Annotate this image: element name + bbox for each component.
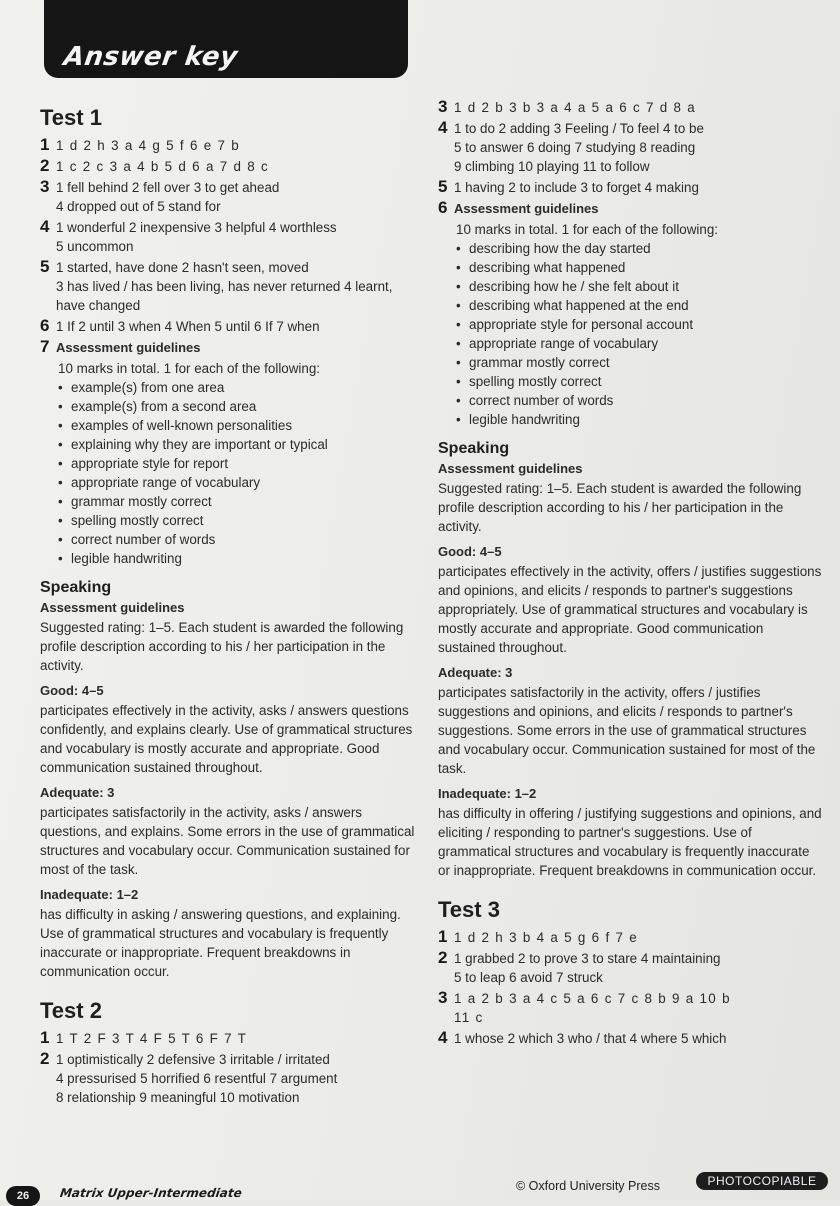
answer-line: 1 wonderful 2 inexpensive 3 helpful 4 worthless xyxy=(56,220,337,235)
level-label: Good: 4–5 xyxy=(438,544,502,559)
question-number: 1 xyxy=(438,927,449,946)
question-number: 7 xyxy=(40,337,50,356)
level-description: participates satisfactorily in the activity, asks / answers questions, and explains. Some errors in the use of grammatical structures and vocabulary occur. Communication sustained for most of the task. xyxy=(40,805,415,877)
answer-line: 1 d 2 b 3 b 3 a 4 a 5 a 6 c 7 d 8 a xyxy=(454,100,697,115)
answer-item xyxy=(438,1029,822,1048)
answer-line: 1 If 2 until 3 when 4 When 5 until 6 If 7 when xyxy=(56,319,320,334)
assessment-intro: 10 marks in total. 1 for each of the following: xyxy=(58,361,321,376)
assessment-criteria-list xyxy=(438,239,822,429)
page-number: 26 xyxy=(6,1186,40,1206)
answer-line: 4 pressurised 5 horrified 6 resentful 7 argument xyxy=(56,1071,338,1086)
speaking-guidelines-heading: Assessment guidelines xyxy=(40,600,185,615)
answer-item xyxy=(438,119,822,176)
test2-answers-left xyxy=(40,1029,420,1107)
criteria-item: • grammar mostly correct xyxy=(58,492,420,511)
test2-title: Test 2 xyxy=(40,998,102,1023)
answer-item xyxy=(40,218,420,256)
criteria-item: • appropriate style for personal account xyxy=(456,315,822,334)
test1-q7 xyxy=(40,338,420,357)
question-number: 3 xyxy=(438,97,449,116)
answer-item xyxy=(438,98,822,117)
answer-item xyxy=(40,157,420,176)
answer-item xyxy=(40,178,420,216)
photocopiable-badge: PHOTOCOPIABLE xyxy=(696,1172,828,1190)
criteria-item: • correct number of words xyxy=(456,391,822,410)
answer-item xyxy=(438,928,822,947)
answer-line: 8 relationship 9 meaningful 10 motivation xyxy=(56,1090,300,1105)
test1-title: Test 1 xyxy=(40,105,102,130)
answer-line: 1 started, have done 2 hasn't seen, moved xyxy=(56,260,309,275)
answer-item xyxy=(40,136,420,155)
answer-line: 3 has lived / has been living, has never returned 4 learnt, have changed xyxy=(56,279,393,313)
answer-line: 1 optimistically 2 defensive 3 irritable / irritated xyxy=(56,1052,330,1067)
question-number: 2 xyxy=(40,1049,50,1068)
assessment-intro: 10 marks in total. 1 for each of the following: xyxy=(456,222,719,237)
criteria-item: • appropriate range of vocabulary xyxy=(456,334,822,353)
criteria-item: • describing how the day started xyxy=(456,239,822,258)
criteria-item: • spelling mostly correct xyxy=(456,372,822,391)
answer-line: 1 whose 2 which 3 who / that 4 where 5 which xyxy=(454,1031,727,1046)
question-number: 1 xyxy=(40,1028,51,1047)
speaking-levels xyxy=(40,681,420,981)
level-description: participates satisfactorily in the activity, offers / justifies suggestions and opinions, and elicits / responds to partner's suggestions. Some errors in the use of grammatical structures and vocabulary occur. Communication sustained for most of the task. xyxy=(438,685,816,776)
answer-item xyxy=(438,989,822,1027)
answer-line: 1 to do 2 adding 3 Feeling / To feel 4 to be xyxy=(454,121,704,136)
page-title: Answer key xyxy=(61,42,240,72)
question-number: 5 xyxy=(438,177,448,196)
question-number: 1 xyxy=(40,135,51,154)
level-description: participates effectively in the activity, offers / justifies suggestions and opinions, and elicits / responds to partner's suggestions appropriately. Use of grammatical structures and vocabulary is mostly accurate and appropriate. Good communication sustained throughout. xyxy=(438,564,822,655)
criteria-item: • describing how he / she felt about it xyxy=(456,277,822,296)
answer-line: 5 to answer 6 doing 7 studying 8 reading xyxy=(454,140,696,155)
test2-q6 xyxy=(438,199,822,218)
criteria-item: • appropriate range of vocabulary xyxy=(58,473,420,492)
speaking-levels xyxy=(438,542,822,880)
answer-line: 1 d 2 h 3 b 4 a 5 g 6 f 7 e xyxy=(454,930,638,945)
criteria-item: • describing what happened xyxy=(456,258,822,277)
question-number: 4 xyxy=(438,118,448,137)
criteria-item: • describing what happened at the end xyxy=(456,296,822,315)
answer-line: 1 a 2 b 3 a 4 c 5 a 6 c 7 c 8 b 9 a 10 b xyxy=(454,991,731,1006)
test2-answers-right xyxy=(438,98,822,197)
answer-item xyxy=(40,258,420,315)
answer-item xyxy=(438,949,822,987)
question-number: 6 xyxy=(40,316,50,335)
speaking-intro: Suggested rating: 1–5. Each student is awarded the following profile description according to his / her participation in the activity. xyxy=(40,620,404,673)
criteria-item: • legible handwriting xyxy=(456,410,822,429)
book-title: Matrix Upper-Intermediate xyxy=(59,1186,243,1200)
question-number: 4 xyxy=(40,217,50,236)
answer-line: 1 T 2 F 3 T 4 F 5 T 6 F 7 T xyxy=(56,1031,248,1046)
test1-answers xyxy=(40,136,420,336)
answer-line: 1 having 2 to include 3 to forget 4 making xyxy=(454,180,699,195)
question-number: 4 xyxy=(438,1028,448,1047)
answer-item xyxy=(438,178,822,197)
publisher-credit: © Oxford University Press xyxy=(516,1179,660,1193)
answer-line: 9 climbing 10 playing 11 to follow xyxy=(454,159,650,174)
question-number: 3 xyxy=(40,177,50,196)
level-description: has difficulty in asking / answering questions, and explaining. Use of grammatical structures and vocabulary is frequently inaccurate or inappropriate. Frequent breakdowns in communication occur. xyxy=(40,907,401,979)
answer-item xyxy=(40,317,420,336)
criteria-item: • appropriate style for report xyxy=(58,454,420,473)
right-column xyxy=(438,98,822,1050)
answer-line: 4 dropped out of 5 stand for xyxy=(56,199,221,214)
question-number: 5 xyxy=(40,257,50,276)
question-number: 2 xyxy=(438,948,448,967)
criteria-item: • legible handwriting xyxy=(58,549,420,568)
speaking-intro: Suggested rating: 1–5. Each student is awarded the following profile description according to his / her participation in the activity. xyxy=(438,481,802,534)
criteria-item: • example(s) from a second area xyxy=(58,397,420,416)
answer-item xyxy=(40,1050,420,1107)
level-label: Inadequate: 1–2 xyxy=(40,887,139,902)
answer-line: 1 d 2 h 3 a 4 g 5 f 6 e 7 b xyxy=(56,138,240,153)
answer-line: 1 c 2 c 3 a 4 b 5 d 6 a 7 d 8 c xyxy=(56,159,270,174)
test3-title: Test 3 xyxy=(438,897,500,922)
level-label: Inadequate: 1–2 xyxy=(438,786,537,801)
answer-line: 1 grabbed 2 to prove 3 to stare 4 maintaining xyxy=(454,951,721,966)
assessment-heading: Assessment guidelines xyxy=(56,340,201,355)
answer-line: 5 uncommon xyxy=(56,239,134,254)
answer-item xyxy=(40,1029,420,1048)
test3-answers xyxy=(438,928,822,1048)
level-label: Adequate: 3 xyxy=(438,665,513,680)
criteria-item: • grammar mostly correct xyxy=(456,353,822,372)
level-description: has difficulty in offering / justifying suggestions and opinions, and eliciting / responding to partner's suggestions. Use of grammatical structures and vocabulary is frequently inaccurate or inappropriate. Frequent breakdowns in communication occur. xyxy=(438,806,822,878)
criteria-item: • examples of well-known personalities xyxy=(58,416,420,435)
criteria-item: • correct number of words xyxy=(58,530,420,549)
level-label: Adequate: 3 xyxy=(40,785,115,800)
criteria-item: • example(s) from one area xyxy=(58,378,420,397)
question-number: 6 xyxy=(438,198,448,217)
question-number: 2 xyxy=(40,156,51,175)
answer-line: 11 c xyxy=(454,1010,484,1025)
answer-line: 5 to leap 6 avoid 7 struck xyxy=(454,970,603,985)
test2-speaking-title: Speaking xyxy=(438,440,510,457)
assessment-criteria-list xyxy=(40,378,420,568)
criteria-item: • explaining why they are important or typical xyxy=(58,435,420,454)
question-number: 3 xyxy=(438,988,449,1007)
left-column xyxy=(40,104,420,1109)
test1-speaking-title: Speaking xyxy=(40,579,112,596)
level-label: Good: 4–5 xyxy=(40,683,104,698)
speaking-guidelines-heading: Assessment guidelines xyxy=(438,461,583,476)
level-description: participates effectively in the activity, asks / answers questions confidently, and explains clearly. Use of grammatical structures and vocabulary is mostly accurate and appropriate. Good communication sustained throughout. xyxy=(40,703,413,775)
criteria-item: • spelling mostly correct xyxy=(58,511,420,530)
answer-line: 1 fell behind 2 fell over 3 to get ahead xyxy=(56,180,280,195)
assessment-heading: Assessment guidelines xyxy=(454,201,599,216)
